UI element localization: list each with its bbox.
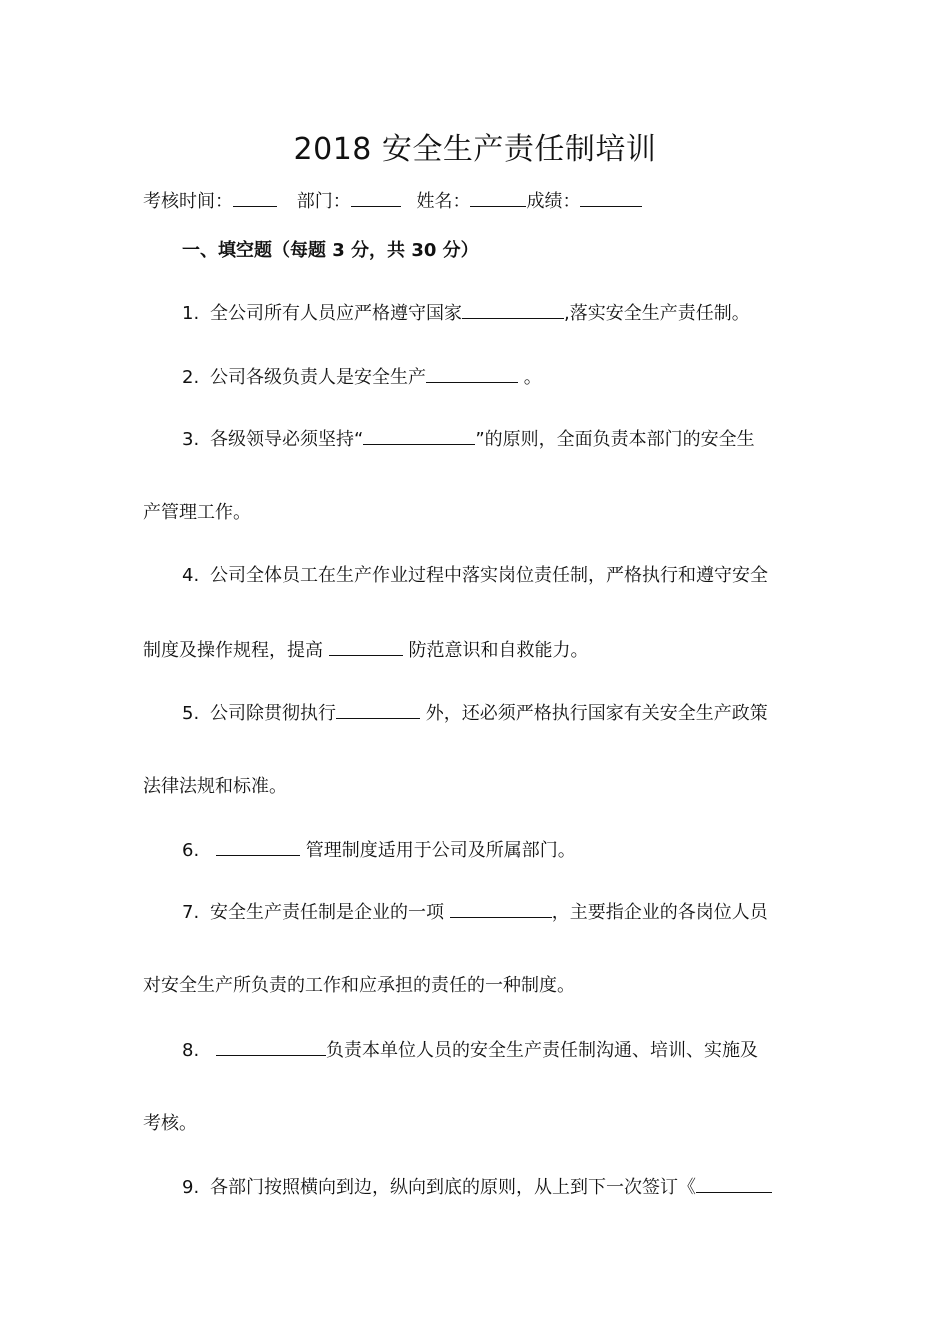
exam-time-label: 考核时间： — [143, 191, 233, 212]
name-blank[interactable] — [470, 188, 526, 207]
exam-time-blank[interactable] — [233, 188, 277, 207]
score-blank[interactable] — [580, 188, 642, 207]
question-number: 3. — [182, 429, 200, 450]
section-heading: 一、填空题（每题 3 分，共 30 分） — [182, 240, 479, 261]
question-number: 8. — [182, 1040, 200, 1061]
question-number: 4. — [182, 565, 200, 586]
question-number: 7. — [182, 902, 200, 923]
question-number: 9. — [182, 1177, 200, 1198]
question-7-continuation: 对安全生产所负责的工作和应承担的责任的一种制度。 — [143, 975, 575, 996]
score-label: 成绩： — [526, 191, 581, 212]
question-7: 7. 安全生产责任制是企业的一项 ，主要指企业的各岗位人员 — [182, 899, 768, 926]
answer-blank[interactable] — [462, 300, 564, 319]
question-number: 1. — [182, 303, 200, 324]
question-3-continuation: 产管理工作。 — [143, 502, 251, 523]
answer-blank[interactable] — [696, 1174, 772, 1193]
question-2: 2. 公司各级负责人是安全生产 。 — [182, 364, 542, 391]
question-4: 4. 公司全体员工在生产作业过程中落实岗位责任制，严格执行和遵守安全 — [182, 563, 768, 589]
document-title: 2018 安全生产责任制培训 — [293, 132, 657, 167]
question-8-continuation: 考核。 — [143, 1113, 197, 1134]
exam-info-row — [143, 188, 642, 215]
question-3: 3. 各级领导必须坚持“ ”的原则，全面负责本部门的安全生 — [182, 426, 755, 453]
answer-blank[interactable] — [426, 364, 518, 383]
answer-blank[interactable] — [329, 637, 403, 656]
question-8: 8. 负责本单位人员的安全生产责任制沟通、培训、实施及 — [182, 1037, 758, 1064]
question-6: 6. 管理制度适用于公司及所属部门。 — [182, 837, 576, 864]
answer-blank[interactable] — [216, 1037, 326, 1056]
department-label: 部门： — [296, 191, 351, 212]
question-number: 5. — [182, 703, 200, 724]
answer-blank[interactable] — [216, 837, 300, 856]
answer-blank[interactable] — [450, 899, 552, 918]
question-1: 1. 全公司所有人员应严格遵守国家 ,落实安全生产责任制。 — [182, 300, 750, 327]
question-4-continuation: 制度及操作规程，提高 防范意识和自救能力。 — [143, 637, 588, 664]
answer-blank[interactable] — [363, 426, 475, 445]
question-number: 6. — [182, 840, 200, 861]
question-5-continuation: 法律法规和标准。 — [143, 776, 287, 797]
question-number: 2. — [182, 367, 200, 388]
question-5: 5. 公司除贯彻执行 外，还必须严格执行国家有关安全生产政策 — [182, 700, 768, 727]
department-blank[interactable] — [351, 188, 401, 207]
name-label: 姓名： — [416, 191, 471, 212]
answer-blank[interactable] — [336, 700, 420, 719]
question-9: 9. 各部门按照横向到边，纵向到底的原则，从上到下一次签订《 — [182, 1174, 772, 1201]
